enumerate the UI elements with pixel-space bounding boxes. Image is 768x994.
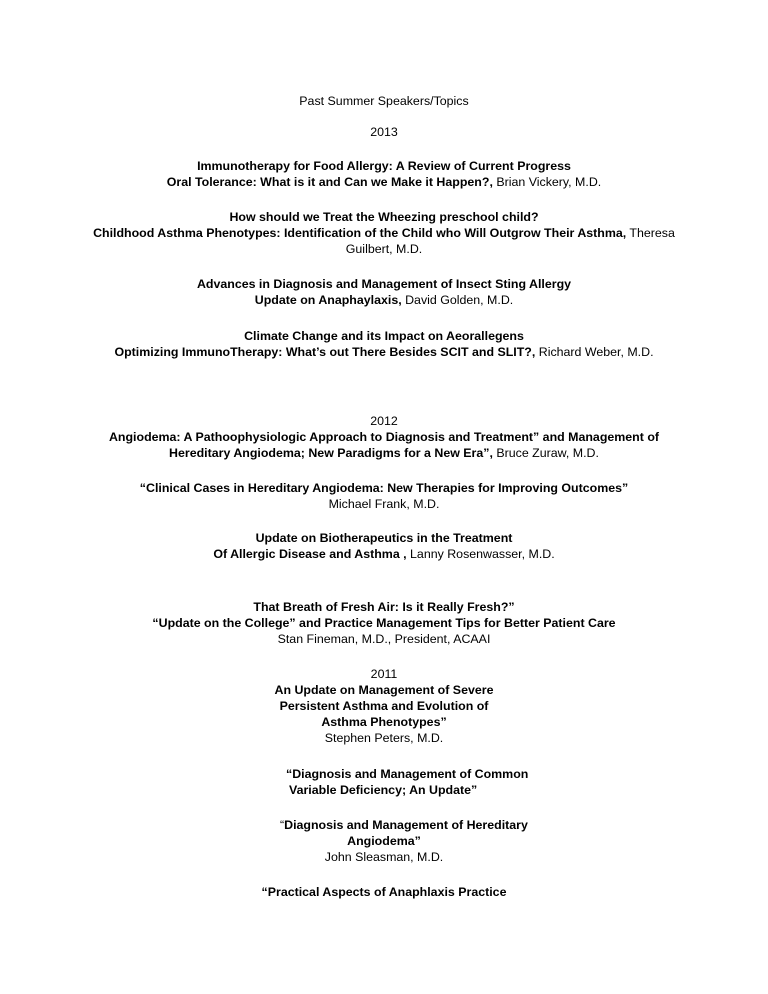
topic-entry: Childhood Asthma Phenotypes: Identification of the Child who Will Outgrow Their Asthma, Theresa	[93, 226, 675, 240]
speaker-name: John Sleasman, M.D.	[324, 850, 444, 864]
speaker-name: Stephen Peters, M.D.	[324, 731, 444, 745]
speaker-name: Richard Weber, M.D.	[535, 345, 654, 359]
topic-title: “Clinical Cases in Hereditary Angiodema: New Therapies for Improving Outcomes”	[139, 481, 629, 495]
speaker-name: Guilbert, M.D.	[345, 242, 423, 256]
speaker-name: Stan Fineman, M.D., President, ACAAI	[277, 632, 491, 646]
topic-title: “Diagnosis and Management of Common	[286, 767, 529, 781]
topic-title: Advances in Diagnosis and Management of Insect Sting Allergy	[196, 277, 572, 291]
topic-title: That Breath of Fresh Air: Is it Really Fresh?”	[253, 600, 515, 614]
year-2013: 2013	[370, 125, 398, 139]
topic-entry: Of Allergic Disease and Asthma , Lanny Rosenwasser, M.D.	[213, 547, 555, 561]
topic-entry: Update on Anaphaylaxis, David Golden, M.D.	[254, 293, 514, 307]
topic-title: Asthma Phenotypes”	[321, 715, 447, 729]
topic-title: An Update on Management of Severe	[274, 683, 494, 697]
speaker-name: Theresa	[626, 226, 675, 240]
topic-title: Update on Biotherapeutics in the Treatment	[255, 531, 513, 545]
topic-title: How should we Treat the Wheezing preschool child?	[229, 210, 539, 224]
topic-entry: Oral Tolerance: What is it and Can we Make it Happen?, Brian Vickery, M.D.	[166, 175, 602, 189]
speaker-name: Brian Vickery, M.D.	[492, 175, 602, 189]
topic-title: “Diagnosis and Management of Hereditary	[280, 818, 528, 832]
topic-title: “Practical Aspects of Anaphlaxis Practice	[261, 885, 507, 899]
year-2012: 2012	[370, 414, 398, 428]
topic-entry: Optimizing ImmunoTherapy: What’s out There Besides SCIT and SLIT?, Richard Weber, M.D.	[114, 345, 654, 359]
speaker-name: Bruce Zuraw, M.D.	[492, 446, 599, 460]
topic-title: “Update on the College” and Practice Management Tips for Better Patient Care	[152, 616, 616, 630]
year-2011: 2011	[370, 667, 398, 681]
topic-title: Angiodema”	[347, 834, 421, 848]
topic-entry: Hereditary Angiodema; New Paradigms for a New Era”, Bruce Zuraw, M.D.	[169, 446, 599, 460]
topic-title: Immunotherapy for Food Allergy: A Review of Current Progress	[197, 159, 571, 173]
speaker-name: Lanny Rosenwasser, M.D.	[406, 547, 555, 561]
speaker-name: David Golden, M.D.	[401, 293, 514, 307]
topic-title: Persistent Asthma and Evolution of	[279, 699, 489, 713]
topic-title: Climate Change and its Impact on Aeorallegens	[244, 329, 524, 343]
page-heading: Past Summer Speakers/Topics	[299, 94, 469, 108]
topic-title: Variable Deficiency; An Update”	[289, 783, 478, 797]
topic-title: Angiodema: A Pathoophysiologic Approach to Diagnosis and Treatment” and Management of	[108, 430, 660, 444]
speaker-name: Michael Frank, M.D.	[328, 497, 440, 511]
